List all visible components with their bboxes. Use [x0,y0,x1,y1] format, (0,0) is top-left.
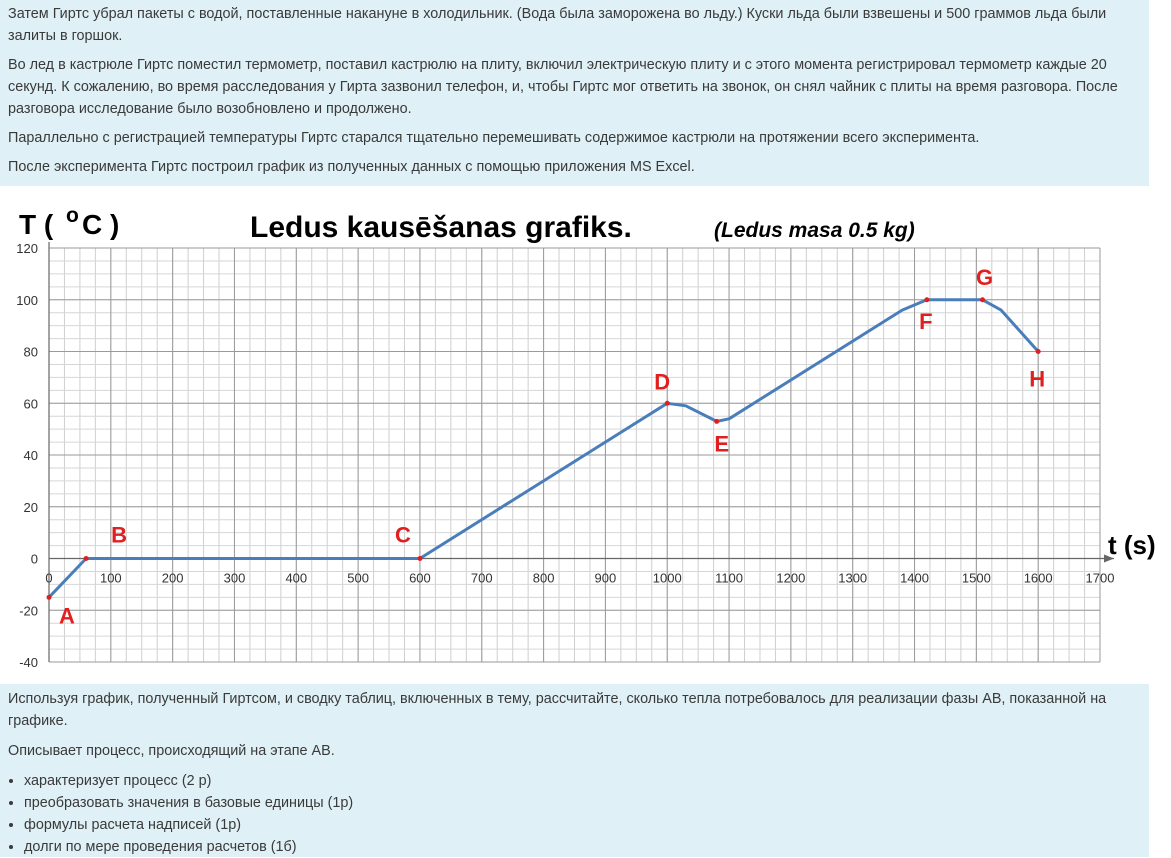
x-tick-label: 1700 [1085,570,1115,586]
point-marker-f [924,297,929,302]
x-tick-label: 1300 [838,570,868,586]
chart-title: Ledus kausēšanas grafiks. [250,211,632,244]
criteria-item: • преобразовать значения в базовые единицы (1p) [24,792,1149,814]
axes [49,242,1114,662]
x-tick-label: 900 [594,570,617,586]
y-tick-label: 20 [23,499,38,515]
chart-container [8,186,1171,684]
x-tick-label: 0 [45,570,53,586]
task-paragraph-2: Описывает процесс, происходящий на этапе AB. [8,743,335,759]
y-tick-label: 80 [23,344,38,360]
y-axis-label-degree: o [66,204,79,227]
task-paragraph-1: Используя график, полученный Гиртсом, и сводку таблиц, включенных в тему, рассчитайте, сколько тепла потребовалось для реализации фазы AB, показанной на графике. [8,691,1107,729]
intro-section [0,0,1149,186]
point-label-e: E [714,431,730,457]
criteria-list [0,770,1149,858]
criteria-item: • долги по мере проведения расчетов (1б) [24,836,1149,858]
y-tick-label: 0 [30,551,38,567]
point-marker-g [980,297,985,302]
point-marker-d [665,401,670,406]
x-tick-label: 600 [409,570,431,586]
x-tick-label: 1000 [652,570,682,586]
point-label-f: F [919,308,933,334]
x-tick-label: 1100 [715,570,744,586]
chart-subtitle: (Ledus masa 0.5 kg) [714,219,915,242]
x-tick-label: 400 [285,570,308,586]
intro-paragraph-1: Затем Гиртс убрал пакеты с водой, поставленные накануне в холодильник. (Вода была заморожена во льду.) Куски льда были взвешены и 500 граммов льда были залиты в горшок. [8,6,1107,44]
intro-paragraph-3: Параллельно с регистрацией температуры Гиртс старался тщательно перемешивать содержимое кастрюли на протяжении всего эксперимента. [8,130,980,146]
y-axis-label: T ( [19,209,54,240]
x-tick-label: 1600 [1023,570,1053,586]
point-label-c: C [394,522,411,548]
point-marker-e [714,419,719,424]
y-tick-label: 60 [23,396,38,412]
x-tick-label: 200 [161,570,184,586]
criteria-item: • формулы расчета надписей (1p) [24,814,1149,836]
point-label-h: H [1029,366,1046,392]
x-tick-label: 500 [347,570,369,586]
y-tick-label: -20 [19,603,38,619]
x-tick-label: 1200 [776,570,806,586]
point-label-a: A [59,603,75,629]
criteria-item: • характеризует процесс (2 p) [24,770,1149,792]
point-marker-a [47,595,52,600]
point-marker-h [1036,349,1041,354]
point-marker-c [417,556,422,561]
x-tick-label: 300 [223,570,246,586]
x-tick-label: 1500 [961,570,991,586]
x-axis-label: t (s) [1108,530,1156,560]
y-tick-label: 120 [16,241,38,256]
y-tick-label: 40 [23,448,38,463]
melting-chart [8,186,1171,684]
y-tick-label: -40 [19,655,38,670]
y-tick-label: 100 [16,292,38,308]
point-label-b: B [111,522,128,548]
y-axis-label-unit: C ) [82,209,120,240]
point-label-g: G [975,264,994,290]
x-tick-label: 1400 [900,570,929,586]
task-section [0,684,1149,857]
point-label-d: D [654,369,671,395]
point-marker-b [84,556,89,561]
intro-paragraph-4: После эксперимента Гиртс построил график из полученных данных с помощью приложения MS Excel. [8,159,695,175]
intro-paragraph-2: Во лед в кастрюле Гиртс поместил термометр, поставил кастрюлю на плиту, включил электрическую плиту и с этого момента регистрировал термометр каждые 20 секунд. К сожалению, во время расследования у Гирта зазвонил телефон, и, чтобы Гиртс мог ответить на звонок, он снял чайник с плиты на время разговора. После разговора исследование было возобновлено и продолжено. [8,57,1118,117]
x-tick-label: 700 [470,570,493,586]
x-tick-label: 100 [99,570,122,586]
x-tick-label: 800 [532,570,555,586]
